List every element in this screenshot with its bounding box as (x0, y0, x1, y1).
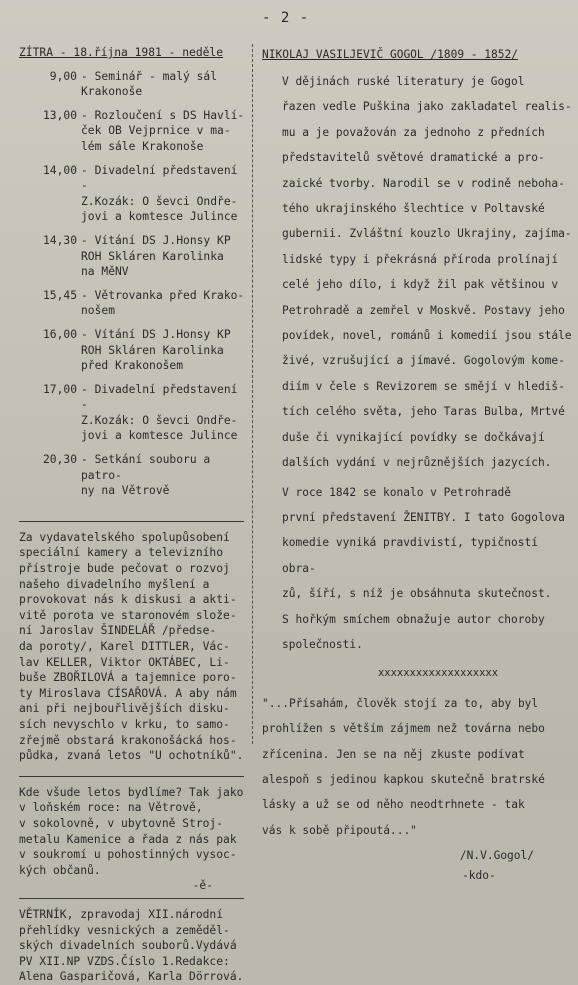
program-time: 16,00 (42, 327, 77, 341)
program-time: 14,00 (42, 163, 77, 177)
program-description: - Vítání DS J.Honsy KP ROH Skláren Karolinka na MěNV (81, 233, 231, 279)
program-time: 14,30 (42, 233, 77, 247)
program-time: 15,45 (42, 288, 77, 302)
article-heading: NIKOLAJ VASILJEVIČ GOGOL /1809 - 1852/ (262, 48, 518, 61)
separator-line: xxxxxxxxxxxxxxxxxxx (377, 667, 499, 680)
quote-author: /N.V.Gogol/ (459, 849, 534, 863)
program-description: - Divadelní představení - Z.Kozák: O ševci Ondře- jovi a komtesce Julince (81, 382, 238, 443)
program-item (19, 69, 247, 100)
article-paragraph: V dějinách ruské literatury je Gogol řazen vedle Puškina jako zakladatel realis- mu a je považován za jednoho z předních představitelů světové dramatické a pro- zaické tvorby. Narodil se v rodině neboha- tého ukrajinského šlechtice v Poltavské gubernii. Zvláštní kouzlo Ukrajiny, zajíma- lidské typy i překrásná příroda prolínají celé jeho dílo, i když žil pak většinou v Petrohradě a zemřel v Moskvě. Postavy jeho povídek, novel, románů i komedií jsou stále živé, vzrušující a jímavé. Gogolovým kome- diím v čele s Revizorem se smějí v hlediš- tích celého světa, jeho Taras Bulba, Mrtvé duše či vynikající povídky se dočkávají dalších vydání v nejrůznějších jazycích. (282, 75, 572, 470)
left-column (19, 45, 247, 985)
section-rule (19, 776, 244, 777)
program-item (19, 382, 247, 444)
jury-paragraph: Za vydavatelského spolupůsobení speciální kamery a televizního přístroje bude pečovat o rozvoj našeho divadelního myšlení a provokovat nás k diskusi a akti- vitě porota ve staronovém slože- ní Jaroslav ŠINDELÁŘ /předse- da poroty/, Karel DITTLER, Vác- lav KELLER, Viktor OKTÁBEC, Li- buše ZBOŘILOVÁ a tajemnice poro- ty Miroslava CÍSAŘOVÁ. A aby nám ani při nejbouřlivějších disku- sích nevyschlo v krku, to samo- zřejmě obstará krakonošácká hos- půdka, zvaná letos "U ochotníků". (19, 530, 244, 763)
program-heading: ZÍTRA - 18.října 1981 - neděle (19, 46, 224, 59)
program-description: - Divadelní představení - Z.Kozák: O ševci Ondře- jovi a komtesce Julince (81, 163, 238, 224)
section-rule (19, 898, 244, 899)
program-description: - Rozloučení s DS Havlí- ček OB Vejprnice v ma- lém sále Krakonoše (81, 108, 245, 153)
program-item (19, 233, 247, 280)
program-description: - Setkání souboru a patro- ny na Větrově (81, 453, 211, 498)
lodging-paragraph: Kde všude letos bydlíme? Tak jako v loňském roce: na Větrově, v sokolovně, v ubytovně Stroj- metalu Kamenice a řada z nás pak v soukromí u pohostinných vysoc- kých občanů. (19, 785, 244, 877)
program-time: 9,00 (49, 69, 77, 83)
program-item (19, 327, 247, 374)
gogol-quote: "...Přísahám, člověk stojí za to, aby byl prohlížen s větším zájmem než továrna nebo zřícenina. Jen se na něj zkuste podívat alespoň s jedinou kapkou skutečně bratrské lásky a už se od něho neodtrhnete - tak vás k sobě připoutá..." (262, 696, 545, 837)
program-item (19, 288, 247, 319)
page-number: - 2 - (262, 10, 310, 26)
program-time: 17,00 (42, 382, 77, 396)
program-time: 20,30 (42, 453, 77, 467)
program-description: - Seminář - malý sál Krakonoše (81, 69, 218, 99)
program-item (19, 108, 247, 155)
right-column (262, 47, 574, 883)
program-description: - Vítání DS J.Honsy KP ROH Skláren Karolinka před Krakonošem (81, 327, 231, 373)
program-item (19, 163, 247, 225)
program-description: - Větrovanka před Krako- nošem (81, 288, 245, 318)
program-item (19, 452, 247, 499)
column-divider (252, 44, 253, 744)
article-byline: -kdo- (462, 868, 496, 882)
program-list (19, 69, 247, 499)
program-time: 13,00 (42, 108, 77, 122)
section-rule (19, 521, 244, 522)
article-paragraph: V roce 1842 se konalo v Petrohradě první představení ŽENITBY. I tato Gogolova komedie vyniká pravdivistí, typičností obra- zů, šíří, s níž je obsáhnuta skutečnost. S hořkým smíchem obnažuje autor choroby společnosti. (282, 485, 565, 651)
lodging-signature: -ě- (192, 879, 213, 893)
imprint: VĚTRNÍK, zpravodaj XII.národní přehlídky vesnických a zeměděl- ských divadelních souborů.Vydává PV XII.NP VZDS.Číslo 1.Redakce: Alena Gasparičová, Karla Dörrová. (19, 907, 244, 984)
